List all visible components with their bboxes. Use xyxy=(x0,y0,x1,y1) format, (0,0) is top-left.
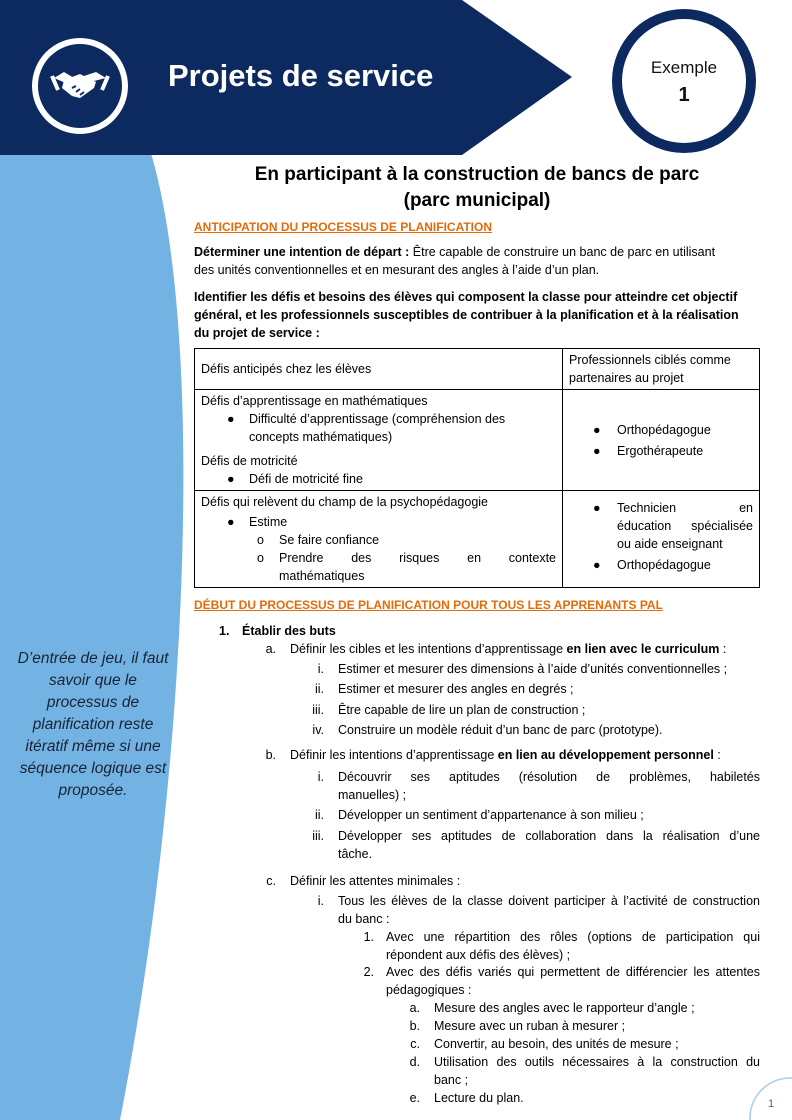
example-badge-label: Exemple xyxy=(650,58,718,77)
list-item xyxy=(338,827,760,863)
goal-a xyxy=(290,640,726,658)
list-marker: ii. xyxy=(314,682,324,696)
goal-c-item1: Tous les élèves de la classe doivent participer à l’activité de construction xyxy=(338,894,760,908)
list-marker: i. xyxy=(317,770,324,784)
intent-label: Déterminer une intention de départ : xyxy=(194,245,410,259)
identify-line3: du projet de service : xyxy=(194,326,320,340)
list-item: Être capable de lire un plan de construction ; xyxy=(338,703,586,717)
list-marker: 1. xyxy=(363,930,374,944)
table-row xyxy=(195,349,760,390)
step-title: Établir des buts xyxy=(242,624,336,638)
list-item: Estimer et mesurer des angles en degrés ; xyxy=(338,682,574,696)
goal-c-num1: Avec une répartition des rôles (options de participation qui xyxy=(386,930,760,944)
goal-b xyxy=(290,746,721,764)
challenge-item: Défi de motricité fine xyxy=(249,472,363,486)
professional-item: Technicien en xyxy=(617,501,753,515)
list-marker: i. xyxy=(317,662,324,676)
list-item: Convertir, au besoin, des unités de mesure ; xyxy=(434,1037,679,1051)
goal-b-text: Définir les intentions d’apprentissage xyxy=(290,748,498,762)
professional-item: Orthopédagogue xyxy=(617,422,711,437)
section-heading-planning: DÉBUT DU PROCESSUS DE PLANIFICATION POUR TOUS LES APPRENANTS PAL xyxy=(194,598,663,612)
goal-c-num2-2: pédagogiques : xyxy=(386,983,472,997)
goal-c-item1-2: du banc : xyxy=(338,912,390,926)
challenge-title: Défis d’apprentissage en mathématiques xyxy=(201,394,428,408)
list-marker: a. xyxy=(265,642,276,656)
goal-b-item1: Découvrir ses aptitudes (résolution de problèmes, habiletés xyxy=(338,770,760,784)
goal-c: Définir les attentes minimales : xyxy=(290,874,461,888)
list-item xyxy=(338,768,760,804)
challenge-item: Estime xyxy=(249,515,288,529)
list-item: Mesure avec un ruban à mesurer ; xyxy=(434,1019,626,1033)
goal-a-colon: : xyxy=(719,642,727,656)
goal-c-num1-2: répondent aux défis des élèves) ; xyxy=(386,948,571,962)
header-professionals-2: partenaires au projet xyxy=(569,371,684,385)
challenge-subitem: Prendre des risques en contexte xyxy=(279,551,556,565)
table-cell xyxy=(563,491,760,588)
list-marker: d. xyxy=(409,1055,420,1069)
list-item: o Se faire confiance xyxy=(257,533,380,547)
challenge-subitem: Se faire confiance xyxy=(279,533,380,547)
professional-item: Ergothérapeute xyxy=(617,443,704,458)
goal-b-bold: en lien au développement personnel xyxy=(497,748,714,762)
list-item: Construire un modèle réduit d’un banc de parc (prototype). xyxy=(338,723,663,737)
list-item: ● Ergothérapeute xyxy=(593,443,704,458)
list-marker: 2. xyxy=(363,965,374,979)
header-title: Projets de service xyxy=(168,58,434,93)
table-header-cell xyxy=(195,349,563,390)
goal-b-item1-2: manuelles) ; xyxy=(338,788,407,802)
list-item: Lecture du plan. xyxy=(434,1091,524,1105)
list-marker: iii. xyxy=(312,703,324,717)
list-item xyxy=(338,892,760,928)
list-item: ● Orthopédagogue xyxy=(593,558,711,572)
example-badge-number: 1 xyxy=(678,84,690,106)
header-challenges: Défis anticipés chez les élèves xyxy=(201,362,372,376)
list-marker: a. xyxy=(409,1001,420,1015)
goal-b-item3-2: tâche. xyxy=(338,847,373,861)
list-item: ● Difficulté d’apprentissage (compréhension des concepts mathématiques) xyxy=(227,412,506,444)
list-item: Utilisation des outils nécessaires à la construction du xyxy=(434,1055,760,1069)
professional-item-2: éducation spécialisée xyxy=(617,519,753,533)
doc-title-line1: En participant à la construction de bancs de parc xyxy=(254,164,700,185)
list-marker: c. xyxy=(266,874,276,888)
challenge-subitem-2: mathématiques xyxy=(279,569,365,583)
list-marker: b. xyxy=(409,1019,420,1033)
challenges-table xyxy=(194,348,760,588)
list-item: Estimer et mesurer des dimensions à l’aide d’unités conventionnelles ; xyxy=(338,662,728,676)
goal-b-colon: : xyxy=(713,748,721,762)
table-cell xyxy=(195,491,563,588)
list-item: banc ; xyxy=(434,1073,469,1087)
intent-text-2: des unités conventionnelles et en mesurant des angles à l’aide d’un plan. xyxy=(194,263,600,277)
list-marker: iii. xyxy=(312,829,324,843)
goal-a-bold: en lien avec le curriculum xyxy=(566,642,720,656)
identify-line1: Identifier les défis et besoins des élèves qui composent la classe pour atteindre cet objectif xyxy=(194,290,738,304)
intent-text: Être capable de construire un banc de parc en utilisant xyxy=(409,245,716,259)
step-number: 1. xyxy=(219,624,230,638)
handshake-icon xyxy=(50,64,110,108)
list-marker: b. xyxy=(265,748,276,762)
table-row xyxy=(195,390,760,491)
identify-paragraph xyxy=(194,288,760,342)
goal-c-num2: Avec des défis variés qui permettent de différencier les attentes xyxy=(386,965,760,979)
list-item xyxy=(386,963,760,999)
list-marker: i. xyxy=(317,894,324,908)
goal-a-text: Définir les cibles et les intentions d’apprentissage xyxy=(290,642,567,656)
list-item: ● Défi de motricité fine xyxy=(227,472,363,486)
list-marker: iv. xyxy=(312,723,324,737)
professional-item-3: ou aide enseignant xyxy=(617,537,723,551)
list-item: ● Orthopédagogue xyxy=(593,422,711,437)
list-item: Développer un sentiment d’appartenance à son milieu ; xyxy=(338,808,644,822)
list-item: o Prendre des risques en contexte mathématiques xyxy=(257,551,556,583)
list-item: ● Estime xyxy=(227,515,288,529)
section-heading-anticipation: ANTICIPATION DU PROCESSUS DE PLANIFICATION xyxy=(194,220,493,234)
challenge-title: Défis qui relèvent du champ de la psychopédagogie xyxy=(201,495,488,509)
header-professionals: Professionnels ciblés comme xyxy=(569,353,731,367)
list-marker: c. xyxy=(410,1037,420,1051)
challenge-title: Défis de motricité xyxy=(201,454,298,468)
table-header-cell xyxy=(563,349,760,390)
page-number: 1 xyxy=(768,1098,775,1110)
list-item xyxy=(386,928,760,964)
doc-title-line2: (parc municipal) xyxy=(403,190,551,211)
list-item: Mesure des angles avec le rapporteur d’angle ; xyxy=(434,1001,695,1015)
intent-paragraph xyxy=(194,243,760,279)
challenge-item: Difficulté d’apprentissage (compréhension des xyxy=(249,412,506,426)
table-row xyxy=(195,491,760,588)
list-marker: ii. xyxy=(314,808,324,822)
list-marker: e. xyxy=(409,1091,420,1105)
list-item: ● Technicien en éducation spécialisée ou aide enseignant xyxy=(593,501,753,551)
identify-line2: général, et les professionnels susceptibles de contribuer à la planification et à la réalisation xyxy=(194,308,739,322)
goal-b-item3: Développer ses aptitudes de collaboration dans la réalisation d’une xyxy=(338,829,760,843)
sidebar-quote: D’entrée de jeu, il faut savoir que le processus de planification reste itératif même si une séquence logique est proposée. xyxy=(17,650,169,799)
challenge-item-2: concepts mathématiques) xyxy=(249,430,393,444)
table-cell xyxy=(563,390,760,491)
professional-item: Orthopédagogue xyxy=(617,558,711,572)
table-cell xyxy=(195,390,563,491)
